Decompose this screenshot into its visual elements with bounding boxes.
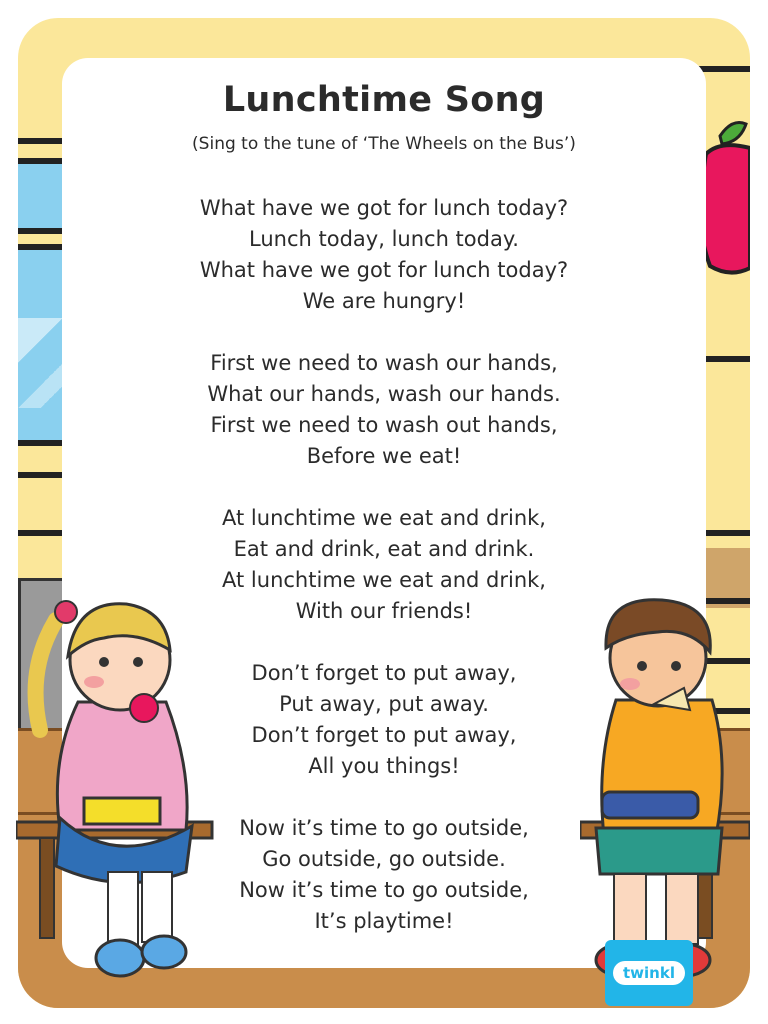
verse-line: With our friends!: [295, 599, 473, 623]
apple-icon: [700, 118, 750, 278]
girl-eating-apple-illustration: [16, 590, 216, 1000]
verse-line: Put away, put away.: [279, 692, 489, 716]
verse-line: It’s playtime!: [314, 909, 454, 933]
page-title: Lunchtime Song: [222, 80, 546, 120]
verse-line: Before we eat!: [306, 444, 462, 468]
verse-line: Don’t forget to put away,: [251, 723, 517, 747]
verse: [62, 348, 706, 472]
verse: [62, 193, 706, 317]
verse-line: Go outside, go outside.: [262, 847, 506, 871]
verse-line: What have we got for lunch today?: [199, 258, 569, 282]
verse-line: First we need to wash our hands,: [210, 351, 558, 375]
boy-eating-sandwich-illustration: [580, 592, 750, 992]
verse-line: All you things!: [308, 754, 460, 778]
verse-line: What have we got for lunch today?: [199, 196, 569, 220]
logo-text: twinkl: [623, 964, 675, 982]
verse-line: We are hungry!: [302, 289, 466, 313]
verse-line: What our hands, wash our hands.: [207, 382, 561, 406]
twinkl-logo: [605, 940, 693, 1006]
verse-line: Don’t forget to put away,: [251, 661, 517, 685]
verse-line: At lunchtime we eat and drink,: [222, 506, 546, 530]
verse-line: Now it’s time to go outside,: [239, 816, 529, 840]
verse-line: At lunchtime we eat and drink,: [222, 568, 546, 592]
page-subtitle: (Sing to the tune of ‘The Wheels on the Bus’): [192, 134, 576, 154]
verse-line: Lunch today, lunch today.: [249, 227, 519, 251]
verse-line: Eat and drink, eat and drink.: [233, 537, 535, 561]
verse-line: Now it’s time to go outside,: [239, 878, 529, 902]
logo-badge: [613, 961, 685, 985]
verse-line: First we need to wash out hands,: [210, 413, 558, 437]
